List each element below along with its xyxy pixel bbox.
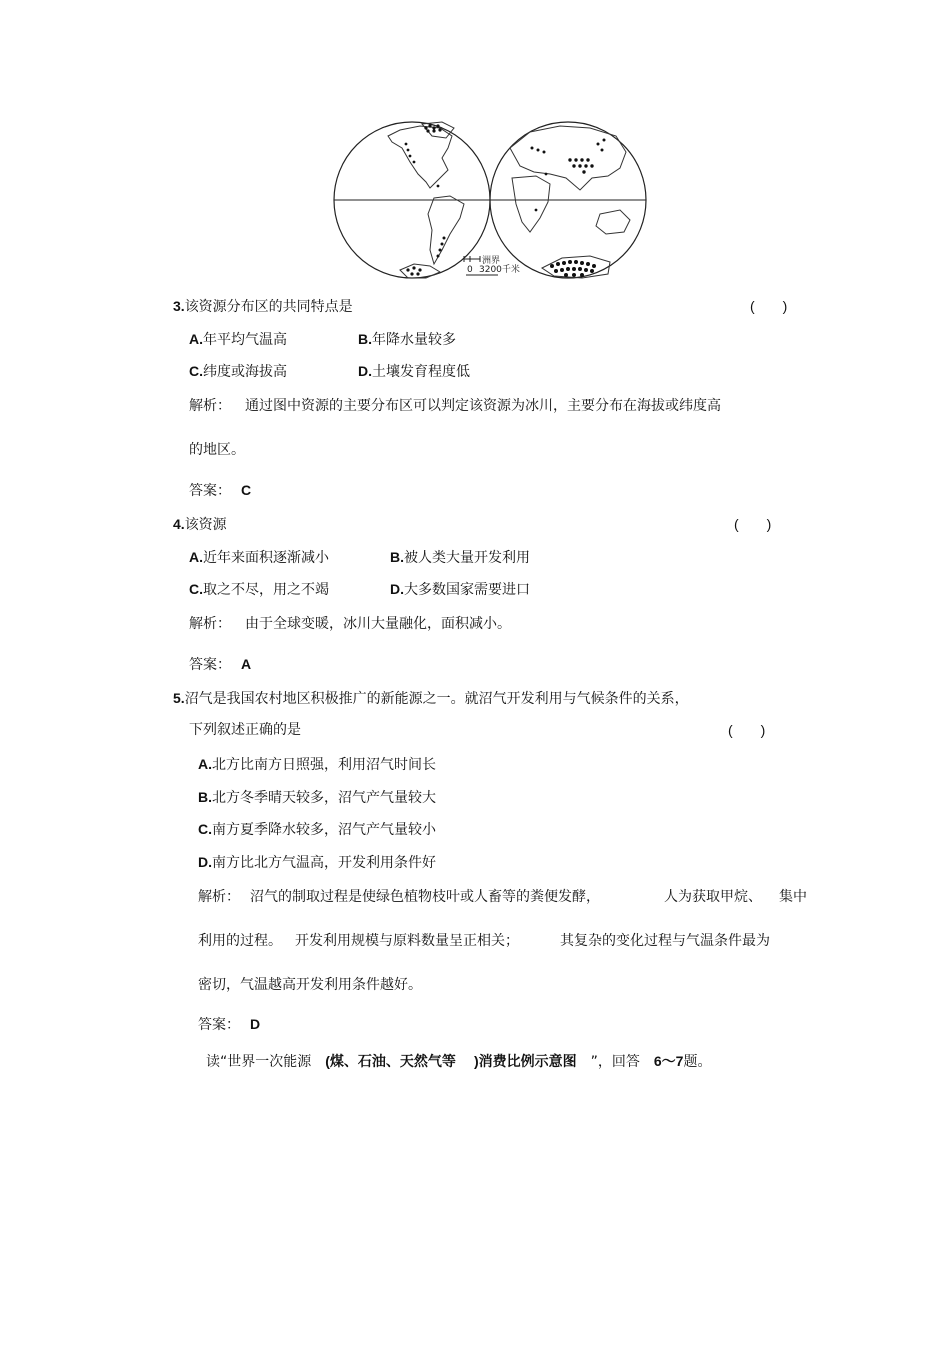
q5-option-b: B.北方冬季晴天较多，沼气产气量较大 (198, 789, 436, 806)
q5-option-c: C.南方夏季降水较多，沼气产气量较小 (198, 821, 436, 838)
q5-stem-cont: 下列叙述正确的是 (189, 722, 301, 738)
q3-option-c: C.纬度或海拔高 (189, 363, 287, 380)
map-legend (464, 254, 520, 275)
q5-analysis: 解析： 沼气的制取过程是使绿色植物枝叶或人畜等的粪便发酵， (198, 889, 600, 905)
q3-analysis-text: 通过图中资源的主要分布区可以判定该资源为冰川，主要分布在海拔或纬度高 (245, 398, 721, 414)
q5-answer: 答案： D (198, 1016, 261, 1033)
q5-stem: 5.沼气是我国农村地区积极推广的新能源之一。就沼气开发利用与气候条件的关系， (173, 690, 689, 707)
q3-option-b: B.年降水量较多 (358, 331, 456, 348)
q4-option-b: B.被人类大量开发利用 (390, 549, 530, 566)
q3-answer-value: C (241, 482, 252, 498)
q3-analysis-cont: 的地区。 (189, 442, 245, 458)
scale-value: 3200千米 (479, 265, 520, 275)
q3-number: 3. (173, 298, 185, 314)
q3-analysis (189, 397, 721, 415)
q5-option-a: A.北方比南方日照强，利用沼气时间长 (198, 756, 436, 773)
q3-answer-paren: ( ) (750, 298, 788, 314)
q5-analysis-line2b: 开发利用规模与原料数量呈正相关； (295, 933, 519, 949)
q4-stem (173, 515, 227, 534)
q5-analysis-part-b: 人为获取甲烷、 (664, 889, 762, 905)
scale-zero: 0 (467, 265, 473, 275)
q5-analysis-line3: 密切，气温越高开发利用条件越好。 (198, 977, 422, 993)
q4-option-d: D.大多数国家需要进口 (390, 581, 530, 598)
q5-answer-paren: ( ) (728, 722, 766, 738)
q5-option-d: D.南方比北方气温高，开发利用条件好 (198, 854, 436, 871)
intro-6-7: 读“世界一次能源 (煤、石油、天然气等 )消费比例示意图 ”，回答 6～7题。 (206, 1053, 712, 1070)
q3-option-d: D.土壤发育程度低 (358, 363, 470, 380)
q3-option-a: A.年平均气温高 (189, 331, 287, 348)
q5-analysis-line2a: 利用的过程。 (198, 933, 282, 949)
q5-analysis-line2c: 其复杂的变化过程与气温条件最为 (560, 933, 770, 949)
q5-number: 5. (173, 690, 185, 706)
q4-number: 4. (173, 516, 185, 532)
western-hemisphere (334, 122, 490, 278)
q4-answer-value: A (241, 656, 252, 672)
q5-analysis-part-c: 集中 (779, 889, 807, 905)
q3-analysis-label: 解析： (189, 398, 231, 414)
eastern-hemisphere (490, 122, 646, 278)
q3-stem (173, 297, 353, 316)
q4-answer: 答案： A (189, 656, 252, 673)
q4-option-c: C.取之不尽，用之不竭 (189, 581, 329, 598)
q4-stem-text: 该资源 (184, 517, 227, 533)
q4-analysis: 解析： 由于全球变暖，冰川大量融化，面积减小。 (189, 616, 511, 632)
q4-answer-paren: ( ) (734, 516, 772, 532)
world-hemispheres-map (330, 118, 650, 286)
q5-answer-value: D (250, 1016, 261, 1032)
q4-option-a: A.近年来面积逐渐减小 (189, 549, 329, 566)
q3-stem-text: 该资源分布区的共同特点是 (184, 299, 353, 315)
q3-answer: 答案： C (189, 482, 252, 499)
legend-label: 洲界 (482, 256, 501, 266)
